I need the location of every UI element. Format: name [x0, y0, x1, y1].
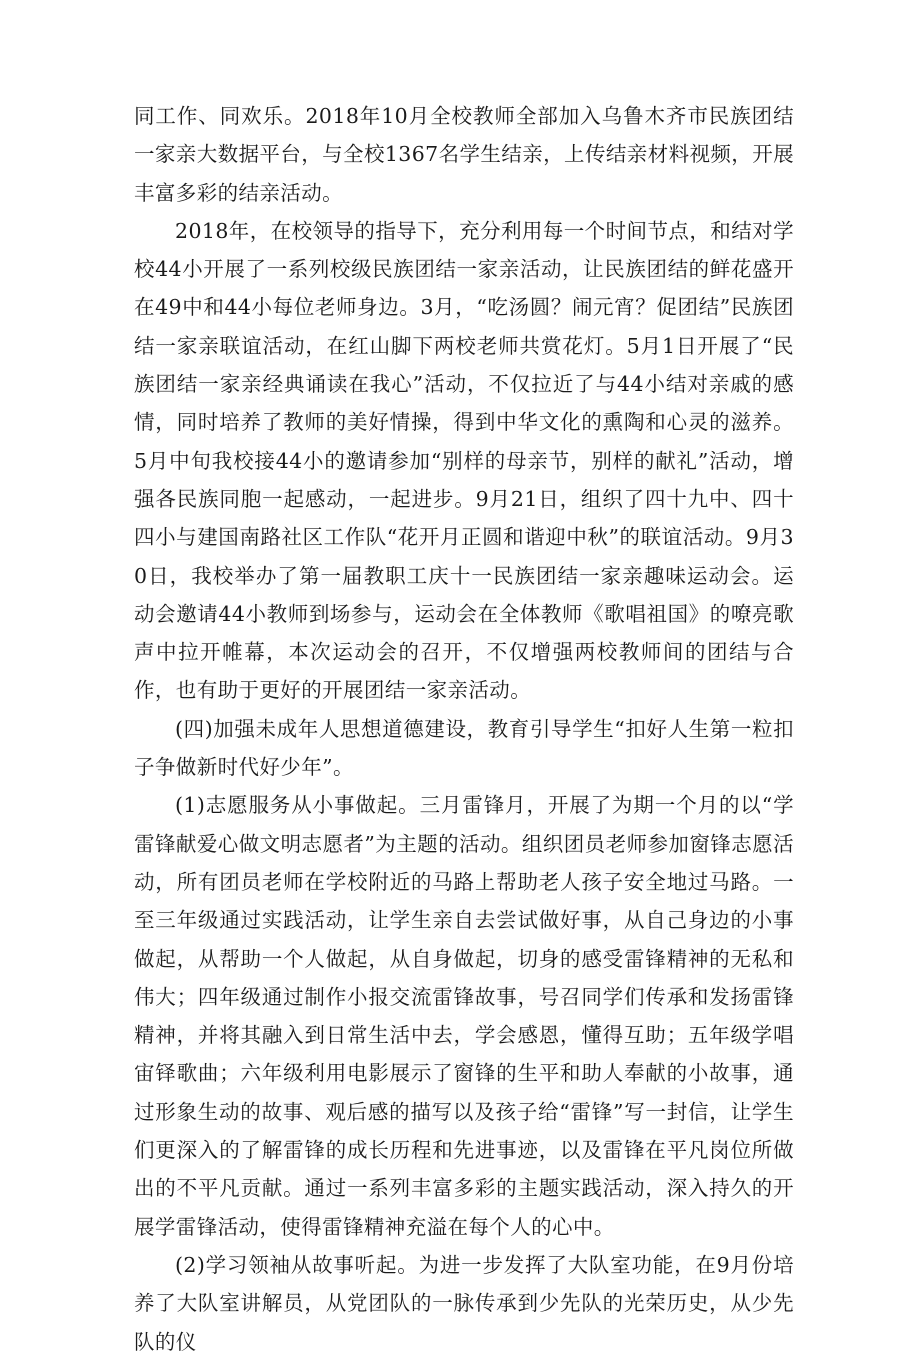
paragraph-2018-activities: 2018年，在校领导的指导下，充分利用每一个时间节点，和结对学校44小开展了一系列校级民族团结一家亲活动，让民族团结的鲜花盛开在49中和44小每位老师身边。3月，“吃汤圆？闹元宵？促团结”民族团结一家亲联谊活动，在红山脚下两校老师共赏花灯。5月1日开展了“民族团结一家亲经典诵读在我心”活动，不仅拉近了与44小结对亲戚的感情，同时培养了教师的美好情操，得到中华文化的熏陶和心灵的滋养。5月中旬我校接44小的邀请参加“别样的母亲节，别样的献礼”活动，增强各民族同胞一起感动，一起进步。9月21日，组织了四十九中、四十四小与建国南路社区工作队“花开月正圆和谐迎中秋”的联谊活动。9月30日，我校举办了第一届教职工庆十一民族团结一家亲趣味运动会。运动会邀请44小教师到场参与，运动会在全体教师《歌唱祖国》的嘹亮歌声中拉开帷幕，本次运动会的召开，不仅增强两校教师间的团结与合作，也有助于更好的开展团结一家亲活动。: [134, 218, 794, 703]
paragraph-leader-stories: (2)学习领袖从故事听起。为进一步发挥了大队室功能，在9月份培养了大队室讲解员，从党团队的一脉传承到少先队的光荣历史，从少先队的仪: [134, 1252, 794, 1354]
paragraph-section-four-heading: (四)加强未成年人思想道德建设，教育引导学生“扣好人生第一粒扣子争做新时代好少年”。: [134, 716, 794, 780]
paragraph-continued-intro: 同工作、同欢乐。2018年10月全校教师全部加入乌鲁木齐市民族团结一家亲大数据平台，与全校1367名学生结亲，上传结亲材料视频，开展丰富多彩的结亲活动。: [134, 104, 794, 205]
document-body: [134, 97, 794, 1361]
paragraph-volunteer-service: (1)志愿服务从小事做起。三月雷锋月，开展了为期一个月的以“学雷锋献爱心做文明志愿者”为主题的活动。组织团员老师参加窗锋志愿活动，所有团员老师在学校附近的马路上帮助老人孩子安全地过马路。一至三年级通过实践活动，让学生亲自去尝试做好事，从自己身边的小事做起，从帮助一个人做起，从自身做起，切身的感受雷锋精神的无私和伟大；四年级通过制作小报交流雷锋故事，号召同学们传承和发扬雷锋精神，并将其融入到日常生活中去，学会感恩，懂得互助；五年级学唱宙铎歌曲；六年级利用电影展示了窗锋的生平和助人奉献的小故事，通过形象生动的故事、观后感的描写以及孩子给“雷锋”写一封信，让学生们更深入的了解雷锋的成长历程和先进事迹，以及雷锋在平凡岗位所做出的不平凡贡献。通过一系列丰富多彩的主题实践活动，深入持久的开展学雷锋活动，使得雷锋精神充溢在每个人的心中。: [134, 793, 794, 1239]
